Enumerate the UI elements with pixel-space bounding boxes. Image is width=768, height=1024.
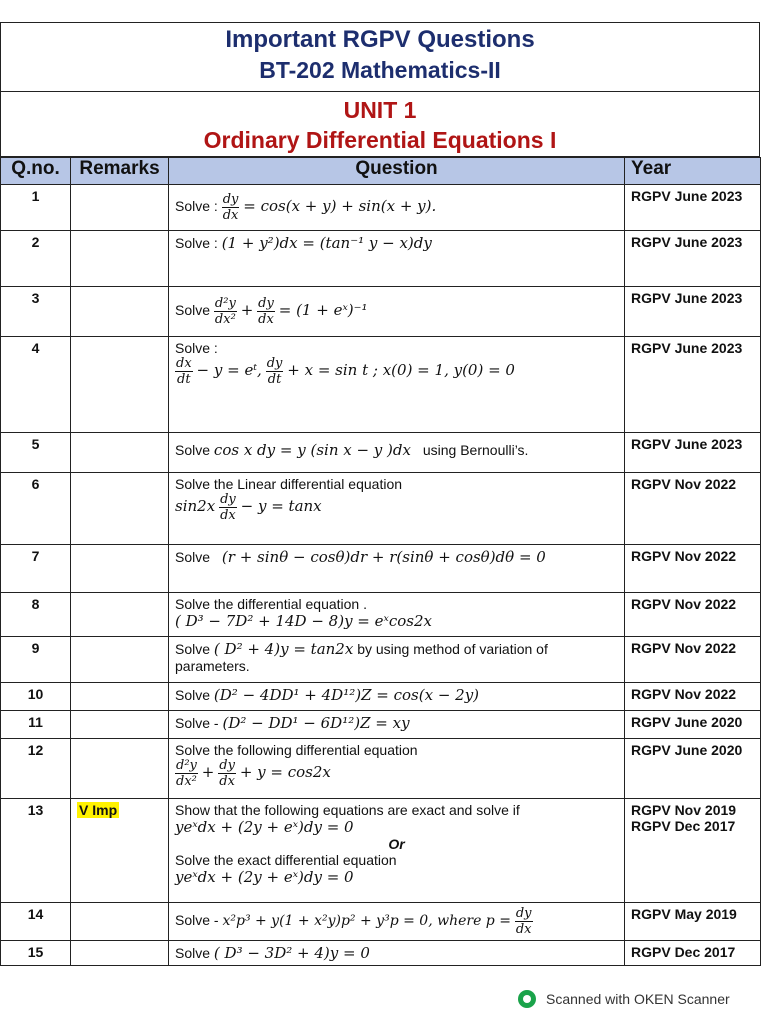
scanner-text: Scanned with OKEN Scanner: [546, 991, 730, 1007]
unit-label: UNIT 1: [343, 97, 417, 123]
row-question: [169, 711, 625, 739]
question-label: Solve :: [175, 198, 218, 215]
question-math-2: yeˣdx + (2y + eˣ)dy = 0: [175, 868, 354, 886]
header-question: Question: [169, 158, 625, 185]
question-label: Solve -: [175, 912, 219, 929]
fraction: $\frac{dy}{dx}$: [515, 906, 532, 937]
unit-block: [0, 91, 760, 157]
row-question: [169, 637, 625, 683]
row-remarks: [71, 185, 169, 231]
row-remarks: [71, 799, 169, 903]
question-math: = (1 + eˣ)⁻¹: [278, 301, 368, 320]
row-number: 13: [1, 799, 71, 903]
row-number: 1: [1, 185, 71, 231]
row-number: 11: [1, 711, 71, 739]
question-math: cos x dy = y (sin x − y )dx: [213, 441, 411, 459]
row-remarks: [71, 433, 169, 473]
table-row: [1, 711, 761, 739]
row-year: RGPV Dec 2017: [625, 941, 761, 966]
question-label: Solve the Linear differential equation: [175, 476, 403, 492]
row-question: [169, 593, 625, 637]
table-row: [1, 637, 761, 683]
question-tail: by using method of variation of parameters.: [175, 641, 548, 674]
priority-badge: V Imp: [79, 802, 118, 818]
question-math: (1 + y²)dx = (tan⁻¹ y − x)dy: [221, 234, 432, 252]
row-number: 3: [1, 287, 71, 337]
question-math: = cos(x + y) + sin(x + y).: [243, 197, 437, 216]
row-year: RGPV June 2023: [625, 287, 761, 337]
questions-table: [0, 157, 761, 966]
question-label: Solve: [175, 549, 211, 565]
row-year: RGPV June 2023: [625, 231, 761, 287]
question-math: (D² − 4DD¹ + 4D¹²)Z = cos(x − 2y): [213, 686, 480, 704]
table-row: [1, 337, 761, 433]
row-year: [625, 799, 761, 903]
row-year: RGPV Nov 2022: [625, 473, 761, 545]
row-number: 10: [1, 683, 71, 711]
row-number: 15: [1, 941, 71, 966]
question-label: Solve: [175, 641, 211, 657]
table-row: [1, 739, 761, 799]
row-remarks: [71, 545, 169, 593]
question-math: x²p³ + y(1 + x²y)p² + y³p = 0, where p =: [222, 913, 511, 930]
title-block: [0, 22, 760, 91]
fraction: $\frac{dy}{dx}$: [220, 492, 236, 523]
row-number: 2: [1, 231, 71, 287]
header-qno: Q.no.: [1, 158, 71, 185]
fraction: $\frac{dy}{dx}$: [219, 758, 235, 789]
row-question: [169, 433, 625, 473]
table-row: [1, 433, 761, 473]
table-row: [1, 473, 761, 545]
row-year: RGPV Nov 2022: [625, 683, 761, 711]
doc-subject: BT-202 Mathematics-II: [259, 57, 501, 83]
row-year: RGPV Nov 2022: [625, 545, 761, 593]
table-row: [1, 545, 761, 593]
table-row: [1, 593, 761, 637]
row-number: 14: [1, 903, 71, 941]
question-math: ( D³ − 3D² + 4)y = 0: [213, 944, 370, 962]
row-remarks: [71, 683, 169, 711]
fraction: $\frac{\text{d²y}}{\text{dx²}}$: [214, 296, 236, 327]
question-math: ( D³ − 7D² + 14D − 8)y = eˣcos2x: [175, 612, 432, 630]
row-question: [169, 799, 625, 903]
fraction: $\frac{dy}{dx}$: [222, 192, 239, 223]
fraction: $\frac{dy}{dx}$: [258, 296, 274, 327]
table-row: [1, 287, 761, 337]
row-year: RGPV May 2019: [625, 903, 761, 941]
row-question: [169, 903, 625, 941]
question-tail: using Bernoulli’s.: [422, 442, 529, 458]
row-remarks: [71, 941, 169, 966]
row-question: [169, 185, 625, 231]
row-remarks: [71, 903, 169, 941]
fraction: $\frac{dx}{dt}$: [176, 356, 192, 387]
row-question: [169, 231, 625, 287]
question-math: ( D² + 4)y = tan2x: [213, 640, 354, 658]
question-math: sin2x: [175, 497, 216, 516]
question-label: Solve: [175, 687, 211, 703]
row-question: [169, 337, 625, 433]
row-remarks: [71, 593, 169, 637]
row-number: 4: [1, 337, 71, 433]
row-question: Solve the following differential equation $\frac{\text{d²y}}{\text{dx²}}$ + $\frac{dy}{dx}$ + y = cos2x: [169, 739, 625, 799]
row-number: 7: [1, 545, 71, 593]
or-separator: Or: [388, 836, 405, 852]
row-number: 9: [1, 637, 71, 683]
question-label: Show that the following equations are exact and solve if: [175, 802, 520, 818]
row-number: 5: [1, 433, 71, 473]
row-year: RGPV June 2020: [625, 739, 761, 799]
question-math: + y = cos2x: [239, 763, 331, 782]
question-math: (r + sinθ − cosθ)dr + r(sinθ + cosθ)dθ = 0: [221, 548, 546, 566]
question-label: Solve: [175, 442, 211, 458]
year-line-2: RGPV Dec 2017: [631, 818, 736, 834]
row-number: 12: [1, 739, 71, 799]
row-number: 8: [1, 593, 71, 637]
question-label: Solve the differential equation .: [175, 596, 367, 612]
table-row: [1, 941, 761, 966]
question-math-2: − y = tanx: [240, 497, 322, 516]
row-question: Solve $\frac{\text{d²y}}{\text{dx²}}$ + $\frac{dy}{dx}$ = (1 + eˣ)⁻¹: [169, 287, 625, 337]
scanner-logo-icon: [518, 990, 536, 1008]
row-remarks: [71, 337, 169, 433]
row-year: RGPV June 2023: [625, 185, 761, 231]
row-year: RGPV June 2023: [625, 337, 761, 433]
question-label: Solve: [175, 302, 211, 319]
row-year: RGPV Nov 2022: [625, 593, 761, 637]
question-math: − y = eᵗ,: [196, 361, 262, 380]
question-label: Solve the following differential equation: [175, 742, 418, 758]
question-label: Solve :: [175, 235, 218, 251]
row-question: [169, 545, 625, 593]
table-row: [1, 231, 761, 287]
question-math: (D² − DD¹ − 6D¹²)Z = xy: [222, 714, 410, 732]
question-math-2: + x = sin t ; x(0) = 1, y(0) = 0: [287, 361, 515, 380]
fraction: $\frac{\text{d²y}}{\text{dx²}}$: [176, 758, 197, 789]
header-year: Year: [625, 158, 761, 185]
row-remarks: [71, 637, 169, 683]
question-label: Solve :: [175, 340, 218, 356]
document-page: [0, 22, 760, 966]
table-header-row: [1, 158, 761, 185]
scanner-watermark: [518, 990, 730, 1008]
year-line-1: RGPV Nov 2019: [631, 802, 737, 818]
row-remarks: [71, 231, 169, 287]
row-remarks: [71, 473, 169, 545]
row-remarks: [71, 739, 169, 799]
question-math: yeˣdx + (2y + eˣ)dy = 0: [175, 818, 354, 836]
row-remarks: [71, 287, 169, 337]
header-remarks: Remarks: [71, 158, 169, 185]
table-row: [1, 799, 761, 903]
fraction: $\frac{dy}{dt}$: [266, 356, 283, 387]
table-row: [1, 683, 761, 711]
row-number: 6: [1, 473, 71, 545]
question-label-2: Solve the exact differential equation: [175, 852, 397, 868]
unit-title: Ordinary Differential Equations I: [203, 127, 557, 153]
row-question: [169, 941, 625, 966]
table-row: [1, 903, 761, 941]
doc-title: Important RGPV Questions: [225, 26, 535, 53]
question-label: Solve: [175, 945, 211, 961]
row-year: RGPV June 2020: [625, 711, 761, 739]
row-year: RGPV June 2023: [625, 433, 761, 473]
table-row: [1, 185, 761, 231]
row-remarks: [71, 711, 169, 739]
row-year: RGPV Nov 2022: [625, 637, 761, 683]
row-question: [169, 473, 625, 545]
row-question: [169, 683, 625, 711]
question-label: Solve -: [175, 715, 219, 731]
